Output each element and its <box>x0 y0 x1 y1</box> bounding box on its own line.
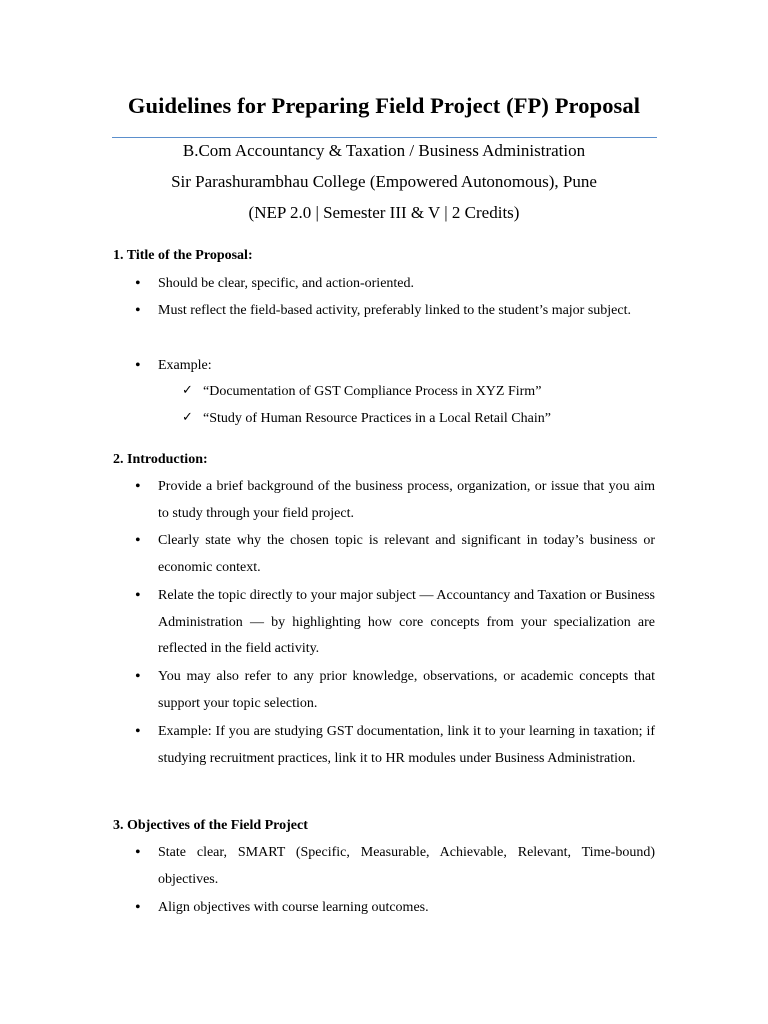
bullet-icon: • <box>135 899 141 916</box>
list-item: Must reflect the field-based activity, preferably linked to the student’s major subject. <box>158 303 631 318</box>
bullet-icon: • <box>135 532 141 549</box>
document-title: Guidelines for Preparing Field Project (FP) Proposal <box>127 93 641 118</box>
section-heading-objectives: 3. Objectives of the Field Project <box>113 818 308 833</box>
list-item: State clear, SMART (Specific, Measurable, Achievable, Relevant, Time-bound) objectives. <box>158 845 655 887</box>
list-item: Should be clear, specific, and action-oriented. <box>158 276 415 291</box>
section-heading-introduction: 2. Introduction: <box>113 452 208 467</box>
title-divider <box>112 137 657 138</box>
list-item: Example: <box>158 358 212 373</box>
bullet-icon: • <box>135 844 141 861</box>
list-item: You may also refer to any prior knowledge, observations, or academic concepts that support your topic selection. <box>158 669 655 711</box>
section-heading-title: 1. Title of the Proposal: <box>113 248 253 263</box>
list-item: Align objectives with course learning outcomes. <box>158 900 429 915</box>
example-item: “Documentation of GST Compliance Process in XYZ Firm” <box>203 384 542 399</box>
bullet-icon: • <box>135 302 141 319</box>
subtitle-semester: (NEP 2.0 | Semester III & V | 2 Credits) <box>248 203 520 222</box>
example-item: “Study of Human Resource Practices in a Local Retail Chain” <box>203 411 551 426</box>
checkmark-icon: ✓ <box>182 410 193 425</box>
bullet-icon: • <box>135 478 141 495</box>
list-item: Relate the topic directly to your major subject — Accountancy and Taxation or Business Administration — by highlighting how core concepts from your specialization are reflected in the field activity. <box>158 588 655 657</box>
bullet-icon: • <box>135 723 141 740</box>
subtitle-programme: B.Com Accountancy & Taxation / Business Administration <box>182 141 586 160</box>
bullet-icon: • <box>135 587 141 604</box>
list-item: Provide a brief background of the business process, organization, or issue that you aim to study through your field project. <box>158 479 655 521</box>
list-item: Example: If you are studying GST documentation, link it to your learning in taxation; if studying recruitment practices, link it to HR modules under Business Administration. <box>158 724 655 766</box>
bullet-icon: • <box>135 357 141 374</box>
bullet-icon: • <box>135 275 141 292</box>
checkmark-icon: ✓ <box>182 383 193 398</box>
list-item: Clearly state why the chosen topic is relevant and significant in today’s business or economic context. <box>158 533 655 575</box>
bullet-icon: • <box>135 668 141 685</box>
subtitle-college: Sir Parashurambhau College (Empowered Autonomous), Pune <box>171 172 597 191</box>
